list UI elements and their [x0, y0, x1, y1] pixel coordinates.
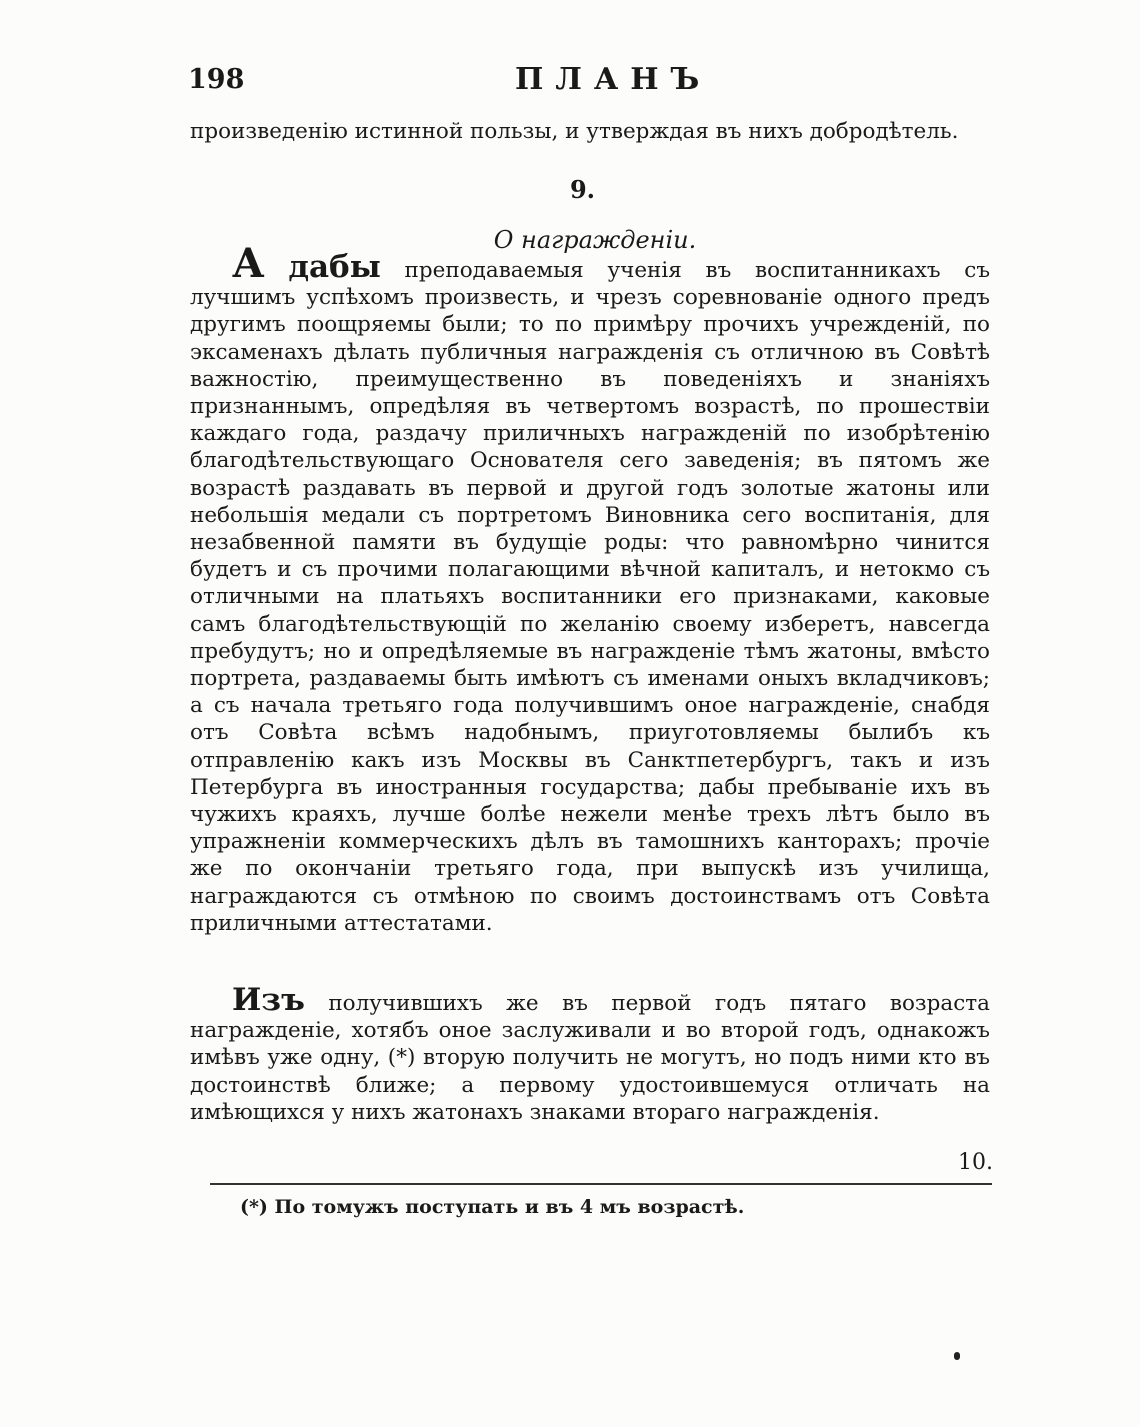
paragraph-2 [190, 982, 990, 1126]
section-title: О награжденіи. [493, 226, 697, 254]
page-number: 198 [188, 64, 245, 95]
continuation-text: произведенію истинной пользы, и утверждая въ нихъ добродѣтель. [190, 119, 959, 144]
paragraph-2-text: получившихъ же въ первой годъ пятаго возраста награжденіе, хотябъ оное заслуживали и во второй годъ, однакожъ имѣвъ уже одну, (*) вторую получить не могутъ, но подъ ними кто въ достоинствѣ ближе; а первому удостоившемуся отличать на имѣющихся у нихъ жатонахъ знаками втораго награжденія. [190, 991, 990, 1125]
running-title: ПЛАНЪ [515, 62, 712, 97]
drop-cap-initial: А [232, 240, 265, 287]
catchword: 10. [958, 1150, 993, 1175]
paragraph-2-first-word: Изъ [232, 982, 305, 1018]
first-word: дабы [288, 249, 381, 285]
section-number: 9. [569, 175, 596, 204]
paragraph-1-text: преподаваемыя ученія въ воспитанникахъ съ лучшимъ успѣхомъ произвесть, и чрезъ соревнованіе одного предъ другимъ поощряемы были; то по примѣру прочихъ учрежденій, по эксаменахъ дѣлать публичныя награжденія съ отличною въ Совѣтѣ важностію, преимущественно въ поведеніяхъ и знаніяхъ признаннымъ, опредѣляя въ четвертомъ возрастѣ, по прошествіи каждаго года, раздачу приличныхъ награжденій по изобрѣтенію благодѣтельствующаго Основателя сего заведенія; въ пятомъ же возрастѣ раздавать въ первой и другой годъ золотые жатоны или небольшія медали съ портретомъ Виновника сего воспитанія, для незабвенной памяти въ будущіе роды: что равномѣрно чинится будетъ и съ прочими полагающими вѣчной капиталъ, и нетокмо съ отличными на платьяхъ воспитанники его признаками, каковые самъ благодѣтельствующій по желанію своему изберетъ, навсегда пребудутъ; но и опредѣляемые въ награжденіе тѣмъ жатоны, вмѣсто портрета, раздаваемы быть имѣютъ съ именами оныхъ вкладчиковъ; а съ начала третьяго года получившимъ оное награжденіе, снабдя отъ Совѣта всѣмъ надобнымъ, приуготовляемы былибъ къ отправленію какъ изъ Москвы въ Санктпетербургъ, такъ и изъ Петербурга въ иностранныя государства; дабы пребываніе ихъ въ чужихъ краяхъ, лучше болѣе нежели менѣе трехъ лѣтъ было въ упражненіи коммерческихъ дѣлъ въ тамошнихъ канторахъ; прочіе же по окончаніи третьяго года, при выпускѣ изъ училища, награждаются съ отмѣною по своимъ достоинствамъ отъ Совѣта приличными аттестатами. [190, 258, 991, 936]
ink-speck [954, 1352, 960, 1360]
footnote-rule [210, 1183, 992, 1185]
footnote: (*) По томужъ поступать и въ 4 мъ возрастѣ. [240, 1196, 745, 1218]
